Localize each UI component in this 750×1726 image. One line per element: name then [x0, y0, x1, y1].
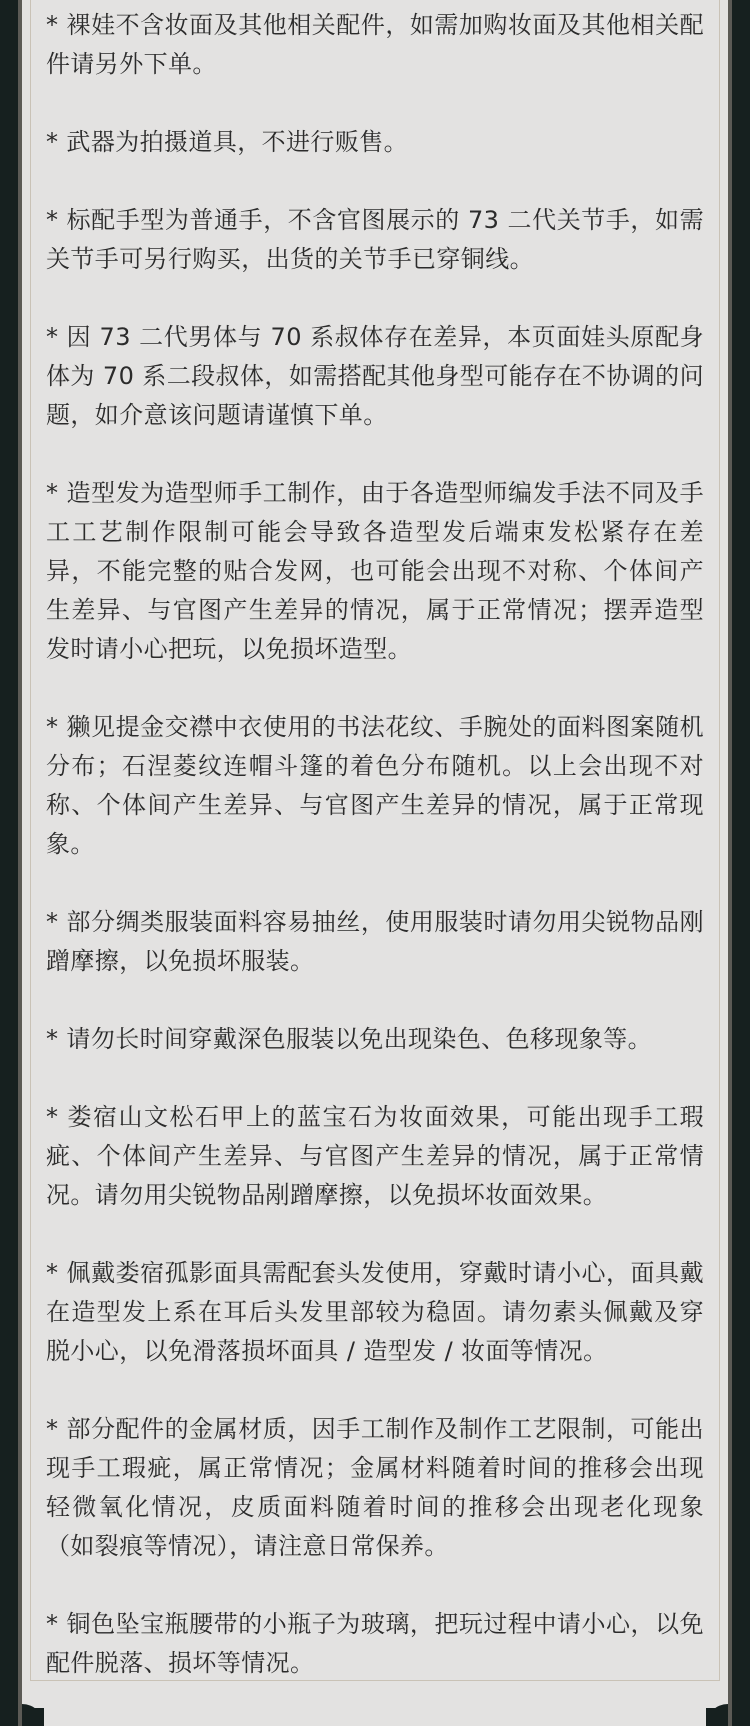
notice-item-body-difference: * 因 73 二代男体与 70 系叔体存在差异，本页面娃头原配身体为 70 系二段叔体，如需搭配其他身型可能存在不协调的问题，如介意该问题请谨慎下单。 — [46, 323, 704, 429]
notice-item-wig: * 造型发为造型师手工制作，由于各造型师编发手法不同及手工工艺制作限制可能会导致各造型发后端束发松紧存在差异，不能完整的贴合发网，也可能会出现不对称、个体间产生差异、与官图产生差异的情况，属于正常情况；摆弄造型发时请小心把玩，以免损坏造型。 — [46, 479, 704, 663]
notice-item-sapphire-makeup: * 娄宿山文松石甲上的蓝宝石为妆面效果，可能出现手工瑕疵、个体间产生差异、与官图产生差异的情况，属于正常情况。请勿用尖锐物品剐蹭摩擦，以免损坏妆面效果。 — [46, 1103, 704, 1209]
notice-list — [46, 6, 704, 1722]
notice-item-silk-fabric: * 部分绸类服装面料容易抽丝，使用服装时请勿用尖锐物品刚蹭摩擦，以免损坏服装。 — [46, 908, 704, 975]
notice-item-pattern-random: * 獭见提金交襟中衣使用的书法花纹、手腕处的面料图案随机分布；石涅菱纹连帽斗篷的着色分布随机。以上会出现不对称、个体间产生差异、与官图产生差异的情况，属于正常现象。 — [46, 713, 704, 858]
panel-inner-border-left — [30, 0, 31, 1680]
panel-inner-border-right — [719, 0, 720, 1680]
notice-item-weapon-prop: * 武器为拍摄道具，不进行贩售。 — [46, 128, 409, 156]
notice-item-metal-parts: * 部分配件的金属材质，因手工制作及制作工艺限制，可能出现手工瑕疵，属正常情况；金属材料随着时间的推移会出现轻微氧化情况，皮质面料随着时间的推移会出现老化现象（如裂痕等情况），请注意日常保养。 — [46, 1415, 704, 1560]
notice-item-glass-bottle: * 铜色坠宝瓶腰带的小瓶子为玻璃，把玩过程中请小心，以免配件脱落、损坏等情况。 — [46, 1610, 704, 1677]
notice-item-mask: * 佩戴娄宿孤影面具需配套头发使用，穿戴时请小心，面具戴在造型发上系在耳后头发里部较为稳固。请勿素头佩戴及穿脱小心，以免滑落损坏面具 / 造型发 / 妆面等情况。 — [46, 1259, 704, 1365]
notice-item-dark-clothing: * 请勿长时间穿戴深色服装以免出现染色、色移现象等。 — [46, 1025, 653, 1053]
frame-right-border — [728, 0, 732, 1726]
panel-bottom-band — [44, 1708, 706, 1726]
notice-item-no-makeup: * 裸娃不含妆面及其他相关配件，如需加购妆面及其他相关配件请另外下单。 — [46, 11, 704, 78]
notice-item-hand-type: * 标配手型为普通手，不含官图展示的 73 二代关节手，如需关节手可另行购买，出货的关节手已穿铜线。 — [46, 206, 704, 273]
